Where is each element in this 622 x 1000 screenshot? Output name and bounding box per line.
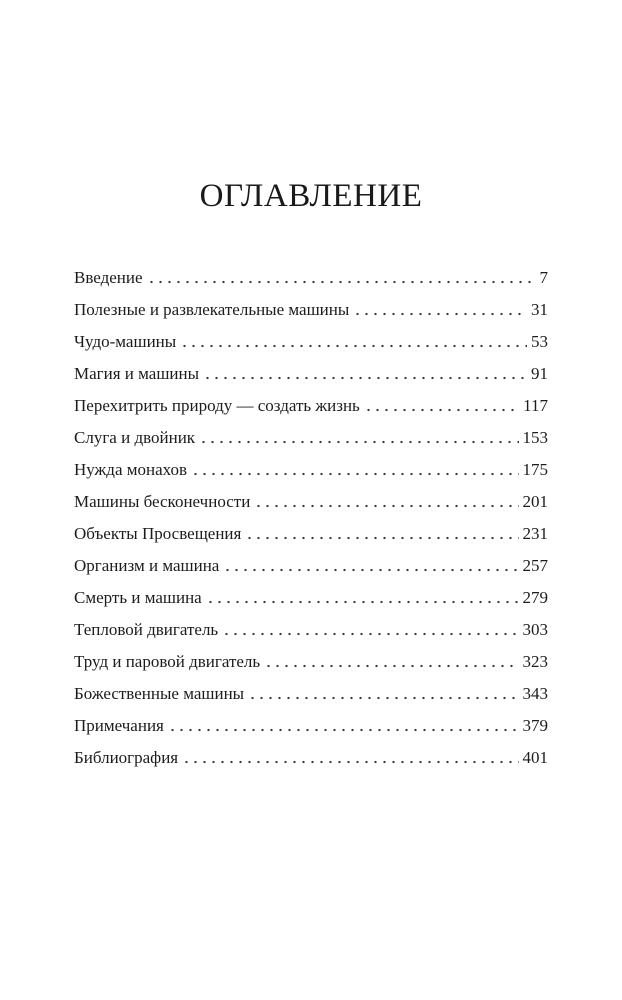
toc-entry-page: 343 <box>522 684 548 703</box>
dot-leader <box>147 272 536 284</box>
toc-entry <box>74 358 548 390</box>
toc-entry-title: Библиография <box>74 748 179 767</box>
toc-entry <box>74 294 548 326</box>
toc-entry <box>74 646 548 678</box>
toc-entry-page: 201 <box>522 492 548 511</box>
toc-entry-title: Божественные машины <box>74 684 245 703</box>
toc-entry-page: 31 <box>531 300 548 319</box>
toc-entry-title: Магия и машины <box>74 364 200 383</box>
toc-entry-page: 175 <box>522 460 548 479</box>
toc-entry-title: Машины бесконечности <box>74 492 251 511</box>
toc-entry-title: Нужда монахов <box>74 460 188 479</box>
toc-entry-title: Слуга и двойник <box>74 428 196 447</box>
toc-entry-title: Тепловой двигатель <box>74 620 219 639</box>
toc-entry-page: 257 <box>522 556 548 575</box>
dot-leader <box>222 624 518 636</box>
toc-entry-page: 379 <box>522 716 548 735</box>
toc-entry <box>74 326 548 358</box>
dot-leader <box>364 400 519 412</box>
toc-entry-title: Полезные и развлекательные машины <box>74 300 350 319</box>
dot-leader <box>168 720 519 732</box>
toc-entry-title: Введение <box>74 268 143 287</box>
dot-leader <box>264 656 518 668</box>
toc-entry-title: Труд и паровой двигатель <box>74 652 261 671</box>
toc-entry-page: 279 <box>522 588 548 607</box>
toc-entry-page: 91 <box>531 364 548 383</box>
toc-entry <box>74 710 548 742</box>
dot-leader <box>199 432 518 444</box>
toc-entry-title: Чудо-машины <box>74 332 177 351</box>
toc-entry <box>74 614 548 646</box>
toc-entry <box>74 454 548 486</box>
dot-leader <box>203 368 527 380</box>
dot-leader <box>206 592 519 604</box>
dot-leader <box>245 528 518 540</box>
toc-entry-page: 231 <box>522 524 548 543</box>
toc-entry-page: 153 <box>522 428 548 447</box>
toc-entry <box>74 742 548 774</box>
dot-leader <box>248 688 518 700</box>
dot-leader <box>180 336 527 348</box>
dot-leader <box>353 304 527 316</box>
toc-entry-page: 323 <box>522 652 548 671</box>
toc-entry-page: 401 <box>522 748 548 767</box>
toc-entry-title: Примечания <box>74 716 164 735</box>
toc-entry-page: 303 <box>522 620 548 639</box>
toc-entry <box>74 262 548 294</box>
dot-leader <box>191 464 518 476</box>
toc-entry-title: Перехитрить природу — создать жизнь <box>74 396 360 415</box>
toc-entry <box>74 518 548 550</box>
toc-entry <box>74 582 548 614</box>
toc-entry-page: 53 <box>531 332 548 351</box>
table-of-contents <box>74 262 548 774</box>
dot-leader <box>223 560 518 572</box>
toc-entry-title: Организм и машина <box>74 556 220 575</box>
dot-leader <box>182 752 518 764</box>
toc-entry-title: Объекты Просвещения <box>74 524 242 543</box>
toc-entry-title: Смерть и машина <box>74 588 202 607</box>
toc-entry <box>74 678 548 710</box>
toc-entry <box>74 390 548 422</box>
toc-entry-page: 7 <box>539 268 548 287</box>
toc-entry-page: 117 <box>523 396 548 415</box>
toc-entry <box>74 486 548 518</box>
dot-leader <box>254 496 518 508</box>
toc-entry <box>74 550 548 582</box>
page-title: ОГЛАВЛЕНИЕ <box>199 178 423 214</box>
toc-entry <box>74 422 548 454</box>
